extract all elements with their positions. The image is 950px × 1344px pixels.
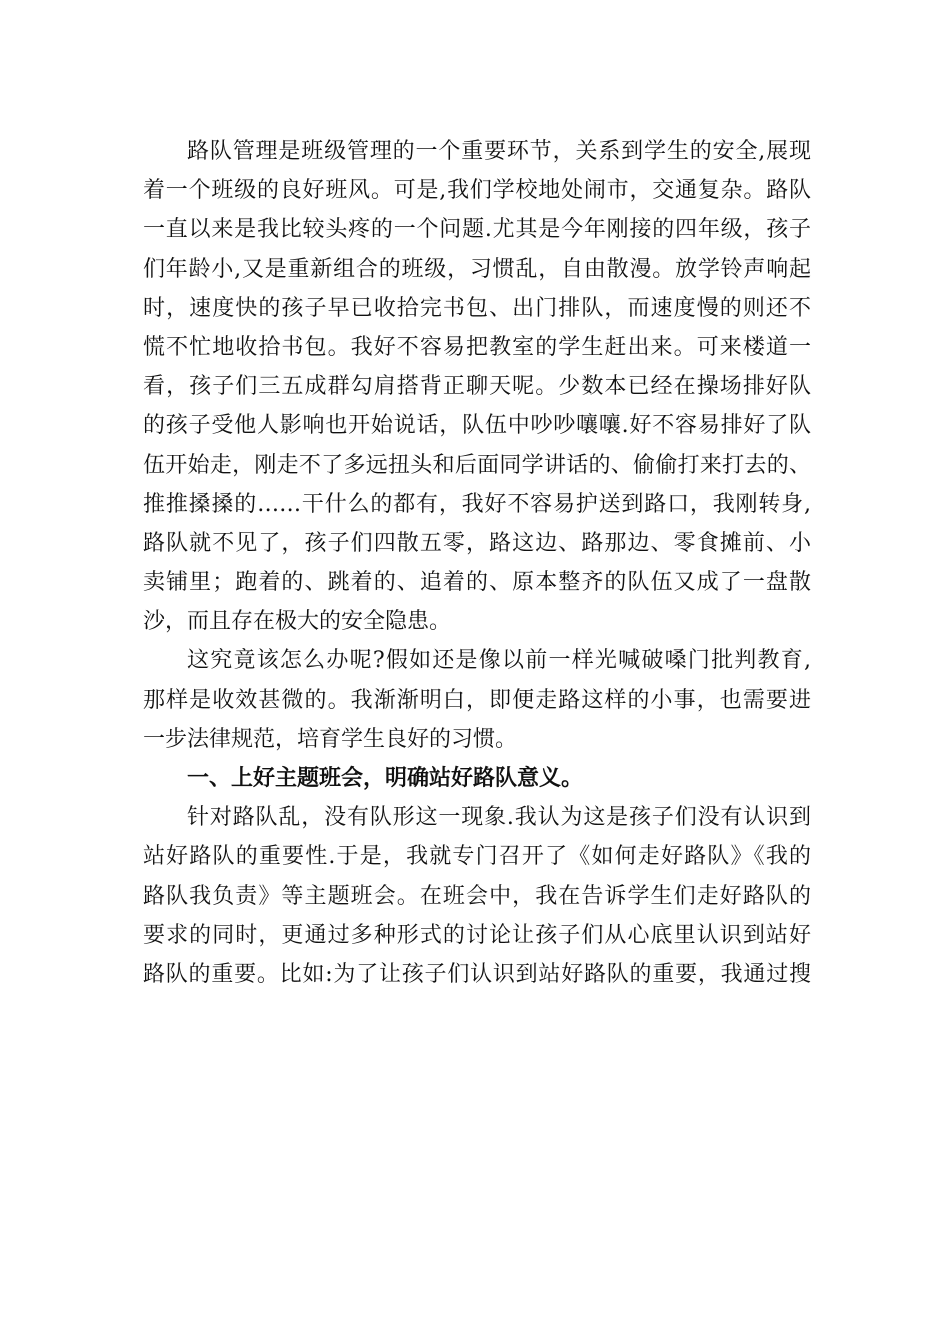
text-line: 慌不忙地收拾书包。我好不容易把教室的学生赶出来。可来楼道一 [143,334,811,360]
text-line: 沙，而且存在极大的安全隐患。 [143,609,452,635]
text-line: 推推搡搡的……干什么的都有，我好不容易护送到路口，我刚转身, [143,491,811,517]
text-line: 卖铺里；跑着的、跳着的、追着的、原本整齐的队伍又成了一盘散 [143,570,811,596]
text-line: 一步法律规范，培育学生良好的习惯。 [143,726,518,752]
text-line: 路队我负责》等主题班会。在班会中，我在告诉学生们走好路队的 [143,883,811,909]
heading-line: 一、上好主题班会，明确站好路队意义。 [187,765,584,791]
text-line: 看，孩子们三五成群勾肩搭背正聊天呢。少数本已经在操场排好队 [143,374,811,400]
text-line: 们年龄小,又是重新组合的班级，习惯乱，自由散漫。放学铃声响起 [143,256,811,282]
paragraph-3 [143,798,811,994]
section-heading [143,759,811,798]
text-line: 一直以来是我比较头疼的一个问题.尤其是今年刚接的四年级，孩子 [143,217,811,243]
text-line: 路队管理是班级管理的一个重要环节，关系到学生的安全,展现 [187,139,811,164]
text-line: 这究竟该怎么办呢?假如还是像以前一样光喊破嗓门批判教育, [187,648,811,674]
document-body [143,132,811,994]
text-line: 那样是收效甚微的。我渐渐明白，即便走路这样的小事，也需要进 [143,687,811,713]
text-line: 路队的重要。比如:为了让孩子们认识到站好路队的重要，我通过搜 [143,961,811,987]
text-line: 时，速度快的孩子早已收拾完书包、出门排队，而速度慢的则还不 [143,295,811,321]
text-line: 着一个班级的良好班风。可是,我们学校地处闹市，交通复杂。路队 [143,178,811,204]
paragraph-2 [143,641,811,759]
text-line: 针对路队乱，没有队形这一现象.我认为这是孩子们没有认识到 [187,805,811,831]
text-line: 要求的同时，更通过多种形式的讨论让孩子们从心底里认识到站好 [143,922,811,948]
text-line: 的孩子受他人影响也开始说话，队伍中吵吵嚷嚷.好不容易排好了队 [143,413,811,439]
text-line: 伍开始走，刚走不了多远扭头和后面同学讲话的、偷偷打来打去的、 [143,452,811,478]
paragraph-1 [143,132,811,641]
text-line: 路队就不见了，孩子们四散五零，路这边、路那边、零食摊前、小 [143,530,811,556]
text-line: 站好路队的重要性.于是，我就专门召开了《如何走好路队》《我的 [143,844,811,870]
